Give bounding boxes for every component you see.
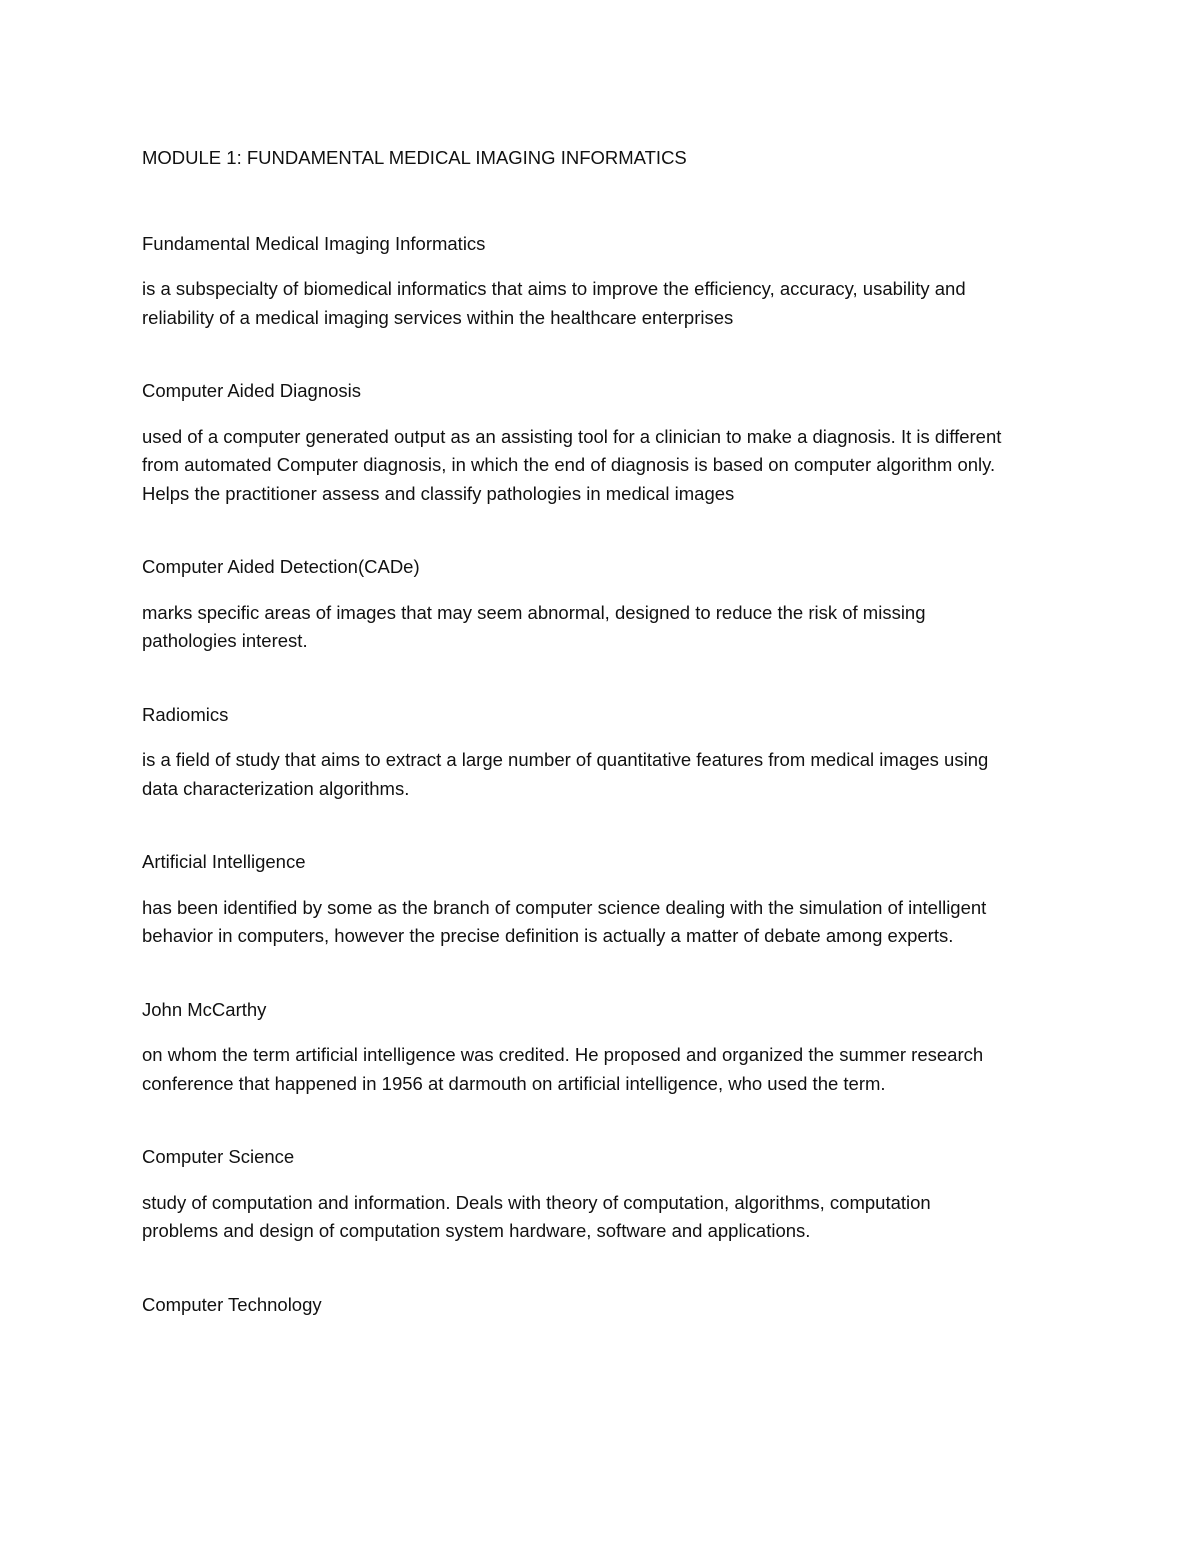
definition-line: marks specific areas of images that may seem abnormal, designed to reduce the risk of missing <box>142 601 926 623</box>
definition-line: Helps the practitioner assess and classify pathologies in medical images <box>142 482 735 504</box>
term-computer-aided-diagnosis: Computer Aided Diagnosis <box>142 380 362 401</box>
definition-line: on whom the term artificial intelligence was credited. He proposed and organized the summer research <box>142 1044 984 1065</box>
definition-line: has been identified by some as the branch of computer science dealing with the simulation of intelligent <box>142 896 987 918</box>
term-computer-aided-detection: Computer Aided Detection(CADe) <box>142 556 420 577</box>
definition-line: behavior in computers, however the precise definition is actually a matter of debate among experts. <box>142 925 954 946</box>
term-fundamental-medical-imaging-informatics: Fundamental Medical Imaging Informatics <box>142 232 486 254</box>
document-content <box>142 144 1082 1336</box>
definition-line: pathologies interest. <box>142 630 308 651</box>
definition-artificial-intelligence <box>142 894 1082 951</box>
definition-line: used of a computer generated output as an assisting tool for a clinician to make a diagnosis. It is different <box>142 425 1002 447</box>
definition-line: conference that happened in 1956 at darmouth on artificial intelligence, who used the term. <box>142 1072 886 1094</box>
definition-line: is a subspecialty of biomedical informatics that aims to improve the efficiency, accuracy, usability and <box>142 278 966 299</box>
term-computer-science: Computer Science <box>142 1146 295 1167</box>
definition-line: reliability of a medical imaging services within the healthcare enterprises <box>142 306 734 328</box>
term-artificial-intelligence: Artificial Intelligence <box>142 851 306 872</box>
definition-line: data characterization algorithms. <box>142 777 410 799</box>
term-john-mccarthy: John McCarthy <box>142 998 267 1020</box>
definition-line: study of computation and information. Deals with theory of computation, algorithms, computation <box>142 1191 931 1213</box>
term-computer-technology: Computer Technology <box>142 1293 322 1315</box>
definition-radiomics <box>142 746 1082 803</box>
definition-computer-aided-diagnosis <box>142 423 1082 509</box>
definition-line: from automated Computer diagnosis, in which the end of diagnosis is based on computer algorithm only. <box>142 454 996 475</box>
definition-john-mccarthy <box>142 1041 1082 1098</box>
definition-computer-aided-detection <box>142 599 1082 656</box>
definition-computer-science <box>142 1189 1082 1246</box>
module-title: MODULE 1: FUNDAMENTAL MEDICAL IMAGING INFORMATICS <box>142 147 687 168</box>
definition-line: is a field of study that aims to extract a large number of quantitative features from medical images using <box>142 749 989 770</box>
definition-fundamental-medical-imaging-informatics <box>142 275 1082 332</box>
term-radiomics: Radiomics <box>142 703 229 725</box>
definition-line: problems and design of computation system hardware, software and applications. <box>142 1220 811 1241</box>
